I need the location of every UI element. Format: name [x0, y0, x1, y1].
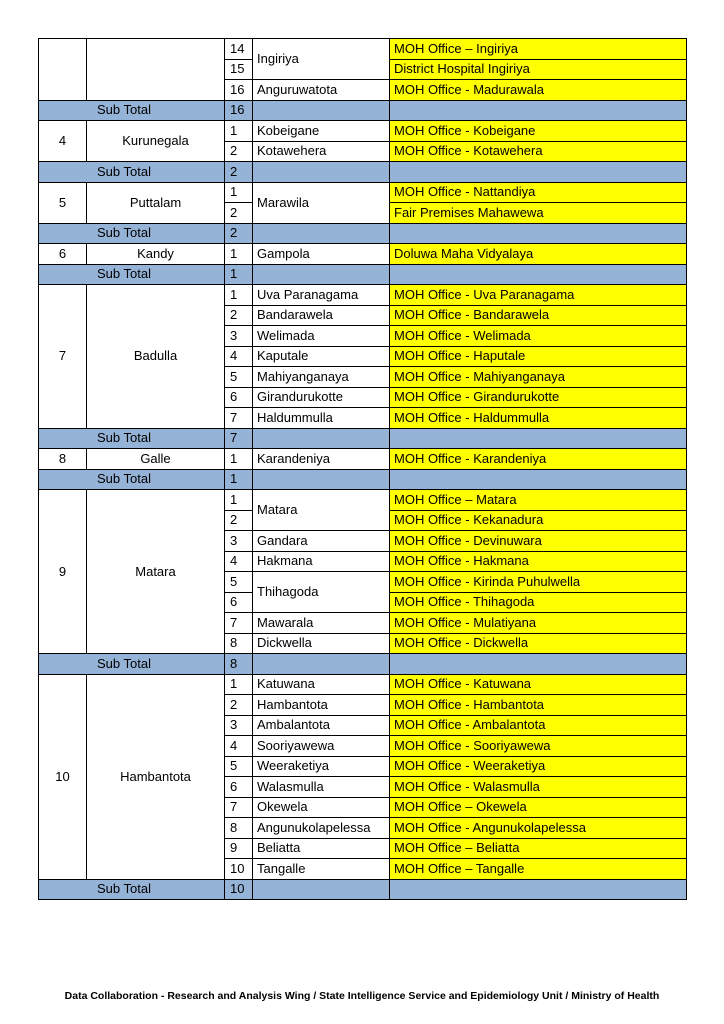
row-number-cell: 1: [225, 121, 253, 142]
subtotal-value-cell: 8: [225, 654, 253, 675]
vaccination-location-cell: MOH Office - Haputale: [390, 346, 687, 367]
moh-area-cell: Uva Paranagama: [253, 285, 390, 306]
moh-area-cell: Marawila: [253, 182, 390, 223]
row-number-cell: 6: [225, 777, 253, 798]
district-name-cell: Kurunegala: [87, 121, 225, 162]
row-number-cell: 2: [225, 305, 253, 326]
row-number-cell: 8: [225, 818, 253, 839]
vaccination-location-cell: MOH Office - Kekanadura: [390, 510, 687, 531]
row-number-cell: 6: [225, 387, 253, 408]
subtotal-empty-cell: [390, 654, 687, 675]
subtotal-empty-cell: [390, 879, 687, 900]
moh-area-cell: Haldummulla: [253, 408, 390, 429]
row-number-cell: 5: [225, 572, 253, 593]
row-number-cell: 1: [225, 244, 253, 265]
vaccination-location-cell: MOH Office - Angunukolapelessa: [390, 818, 687, 839]
vaccination-location-cell: MOH Office – Matara: [390, 490, 687, 511]
row-number-cell: 16: [225, 80, 253, 101]
moh-area-cell: Ingiriya: [253, 39, 390, 80]
moh-area-cell: Hakmana: [253, 551, 390, 572]
vaccination-location-cell: MOH Office - Welimada: [390, 326, 687, 347]
subtotal-value-cell: 16: [225, 100, 253, 121]
footer-credit: Data Collaboration - Research and Analysis Wing / State Intelligence Service and Epidemiology Unit / Ministry of Health: [64, 990, 660, 1002]
moh-area-cell: Matara: [253, 490, 390, 531]
vaccination-location-cell: MOH Office - Hakmana: [390, 551, 687, 572]
subtotal-empty-cell: [253, 654, 390, 675]
row-number-cell: 10: [225, 859, 253, 880]
row-number-cell: 4: [225, 551, 253, 572]
district-name-cell: Badulla: [87, 285, 225, 429]
vaccination-location-cell: MOH Office - Thihagoda: [390, 592, 687, 613]
vaccination-location-cell: MOH Office - Kirinda Puhulwella: [390, 572, 687, 593]
moh-area-cell: Kaputale: [253, 346, 390, 367]
moh-area-cell: Girandurukotte: [253, 387, 390, 408]
row-number-cell: 7: [225, 797, 253, 818]
subtotal-row: [39, 428, 687, 449]
row-number-cell: 4: [225, 346, 253, 367]
moh-area-cell: Gampola: [253, 244, 390, 265]
row-number-cell: 2: [225, 695, 253, 716]
vaccination-location-cell: MOH Office - Ambalantota: [390, 715, 687, 736]
subtotal-label-cell: Sub Total: [39, 654, 225, 675]
vaccination-location-cell: MOH Office - Madurawala: [390, 80, 687, 101]
moh-area-cell: Weeraketiya: [253, 756, 390, 777]
row-number-cell: 5: [225, 756, 253, 777]
subtotal-row: [39, 879, 687, 900]
moh-area-cell: Mawarala: [253, 613, 390, 634]
vaccination-location-cell: MOH Office - Weeraketiya: [390, 756, 687, 777]
district-name-cell: Matara: [87, 490, 225, 654]
moh-area-cell: Kobeigane: [253, 121, 390, 142]
district-name-cell: [87, 39, 225, 101]
moh-area-cell: Tangalle: [253, 859, 390, 880]
moh-area-cell: Dickwella: [253, 633, 390, 654]
moh-area-cell: Anguruwatota: [253, 80, 390, 101]
district-number-cell: [39, 39, 87, 101]
subtotal-row: [39, 654, 687, 675]
row-number-cell: 1: [225, 674, 253, 695]
subtotal-empty-cell: [253, 162, 390, 183]
subtotal-value-cell: 10: [225, 879, 253, 900]
vaccination-location-cell: MOH Office - Kotawehera: [390, 141, 687, 162]
moh-area-cell: Welimada: [253, 326, 390, 347]
row-number-cell: 4: [225, 736, 253, 757]
vaccination-location-cell: MOH Office - Mahiyanganaya: [390, 367, 687, 388]
subtotal-row: [39, 100, 687, 121]
vaccination-location-cell: MOH Office – Ingiriya: [390, 39, 687, 60]
subtotal-value-cell: 7: [225, 428, 253, 449]
subtotal-empty-cell: [390, 428, 687, 449]
subtotal-label-cell: Sub Total: [39, 428, 225, 449]
subtotal-row: [39, 469, 687, 490]
row-number-cell: 8: [225, 633, 253, 654]
subtotal-row: [39, 223, 687, 244]
vaccination-location-cell: MOH Office - Mulatiyana: [390, 613, 687, 634]
moh-area-cell: Ambalantota: [253, 715, 390, 736]
row-number-cell: 5: [225, 367, 253, 388]
subtotal-label-cell: Sub Total: [39, 100, 225, 121]
vaccination-location-cell: MOH Office – Beliatta: [390, 838, 687, 859]
subtotal-empty-cell: [390, 469, 687, 490]
subtotal-row: [39, 162, 687, 183]
district-name-cell: Puttalam: [87, 182, 225, 223]
table-row: [39, 244, 687, 265]
moh-area-cell: Gandara: [253, 531, 390, 552]
subtotal-empty-cell: [390, 162, 687, 183]
district-number-cell: 6: [39, 244, 87, 265]
table-row: [39, 182, 687, 203]
subtotal-label-cell: Sub Total: [39, 469, 225, 490]
subtotal-empty-cell: [390, 223, 687, 244]
subtotal-value-cell: 2: [225, 162, 253, 183]
district-number-cell: 10: [39, 674, 87, 879]
table-row: [39, 285, 687, 306]
row-number-cell: 7: [225, 408, 253, 429]
subtotal-empty-cell: [253, 428, 390, 449]
district-number-cell: 4: [39, 121, 87, 162]
vaccination-location-cell: MOH Office - Dickwella: [390, 633, 687, 654]
row-number-cell: 2: [225, 203, 253, 224]
row-number-cell: 9: [225, 838, 253, 859]
moh-area-cell: Bandarawela: [253, 305, 390, 326]
moh-area-cell: Angunukolapelessa: [253, 818, 390, 839]
subtotal-empty-cell: [253, 223, 390, 244]
district-number-cell: 9: [39, 490, 87, 654]
vaccination-location-cell: MOH Office - Nattandiya: [390, 182, 687, 203]
subtotal-empty-cell: [253, 469, 390, 490]
vaccination-location-cell: MOH Office - Sooriyawewa: [390, 736, 687, 757]
vaccination-location-cell: MOH Office - Walasmulla: [390, 777, 687, 798]
district-number-cell: 5: [39, 182, 87, 223]
moh-area-cell: Okewela: [253, 797, 390, 818]
row-number-cell: 3: [225, 715, 253, 736]
district-number-cell: 8: [39, 449, 87, 470]
subtotal-label-cell: Sub Total: [39, 879, 225, 900]
table-body: [39, 39, 687, 900]
moh-area-cell: Thihagoda: [253, 572, 390, 613]
vaccination-location-cell: MOH Office - Kobeigane: [390, 121, 687, 142]
district-name-cell: Kandy: [87, 244, 225, 265]
row-number-cell: 1: [225, 182, 253, 203]
row-number-cell: 3: [225, 531, 253, 552]
vaccination-location-cell: MOH Office – Okewela: [390, 797, 687, 818]
vaccination-location-cell: MOH Office - Bandarawela: [390, 305, 687, 326]
moh-area-cell: Hambantota: [253, 695, 390, 716]
moh-area-cell: Kotawehera: [253, 141, 390, 162]
row-number-cell: 6: [225, 592, 253, 613]
vaccination-location-cell: MOH Office - Hambantota: [390, 695, 687, 716]
table-row: [39, 674, 687, 695]
vaccination-location-cell: Doluwa Maha Vidyalaya: [390, 244, 687, 265]
vaccination-location-cell: MOH Office - Katuwana: [390, 674, 687, 695]
moh-area-cell: Walasmulla: [253, 777, 390, 798]
subtotal-label-cell: Sub Total: [39, 162, 225, 183]
row-number-cell: 7: [225, 613, 253, 634]
subtotal-empty-cell: [253, 264, 390, 285]
table-row: [39, 449, 687, 470]
subtotal-value-cell: 1: [225, 264, 253, 285]
table-row: [39, 490, 687, 511]
vaccination-location-cell: MOH Office - Haldummulla: [390, 408, 687, 429]
subtotal-label-cell: Sub Total: [39, 223, 225, 244]
row-number-cell: 1: [225, 285, 253, 306]
moh-area-cell: Katuwana: [253, 674, 390, 695]
table-row: [39, 39, 687, 60]
vaccination-centres-table: [38, 38, 687, 900]
row-number-cell: 15: [225, 59, 253, 80]
row-number-cell: 3: [225, 326, 253, 347]
row-number-cell: 1: [225, 490, 253, 511]
moh-area-cell: Mahiyanganaya: [253, 367, 390, 388]
subtotal-empty-cell: [253, 879, 390, 900]
moh-area-cell: Sooriyawewa: [253, 736, 390, 757]
subtotal-empty-cell: [390, 264, 687, 285]
vaccination-location-cell: Fair Premises Mahawewa: [390, 203, 687, 224]
vaccination-location-cell: MOH Office - Uva Paranagama: [390, 285, 687, 306]
moh-area-cell: Beliatta: [253, 838, 390, 859]
vaccination-location-cell: MOH Office - Girandurukotte: [390, 387, 687, 408]
vaccination-location-cell: MOH Office – Tangalle: [390, 859, 687, 880]
vaccination-location-cell: District Hospital Ingiriya: [390, 59, 687, 80]
district-name-cell: Galle: [87, 449, 225, 470]
subtotal-empty-cell: [390, 100, 687, 121]
district-number-cell: 7: [39, 285, 87, 429]
subtotal-value-cell: 2: [225, 223, 253, 244]
subtotal-empty-cell: [253, 100, 390, 121]
table-row: [39, 121, 687, 142]
subtotal-row: [39, 264, 687, 285]
row-number-cell: 2: [225, 510, 253, 531]
subtotal-label-cell: Sub Total: [39, 264, 225, 285]
subtotal-value-cell: 1: [225, 469, 253, 490]
vaccination-location-cell: MOH Office - Karandeniya: [390, 449, 687, 470]
row-number-cell: 1: [225, 449, 253, 470]
row-number-cell: 14: [225, 39, 253, 60]
district-name-cell: Hambantota: [87, 674, 225, 879]
row-number-cell: 2: [225, 141, 253, 162]
moh-area-cell: Karandeniya: [253, 449, 390, 470]
vaccination-location-cell: MOH Office - Devinuwara: [390, 531, 687, 552]
